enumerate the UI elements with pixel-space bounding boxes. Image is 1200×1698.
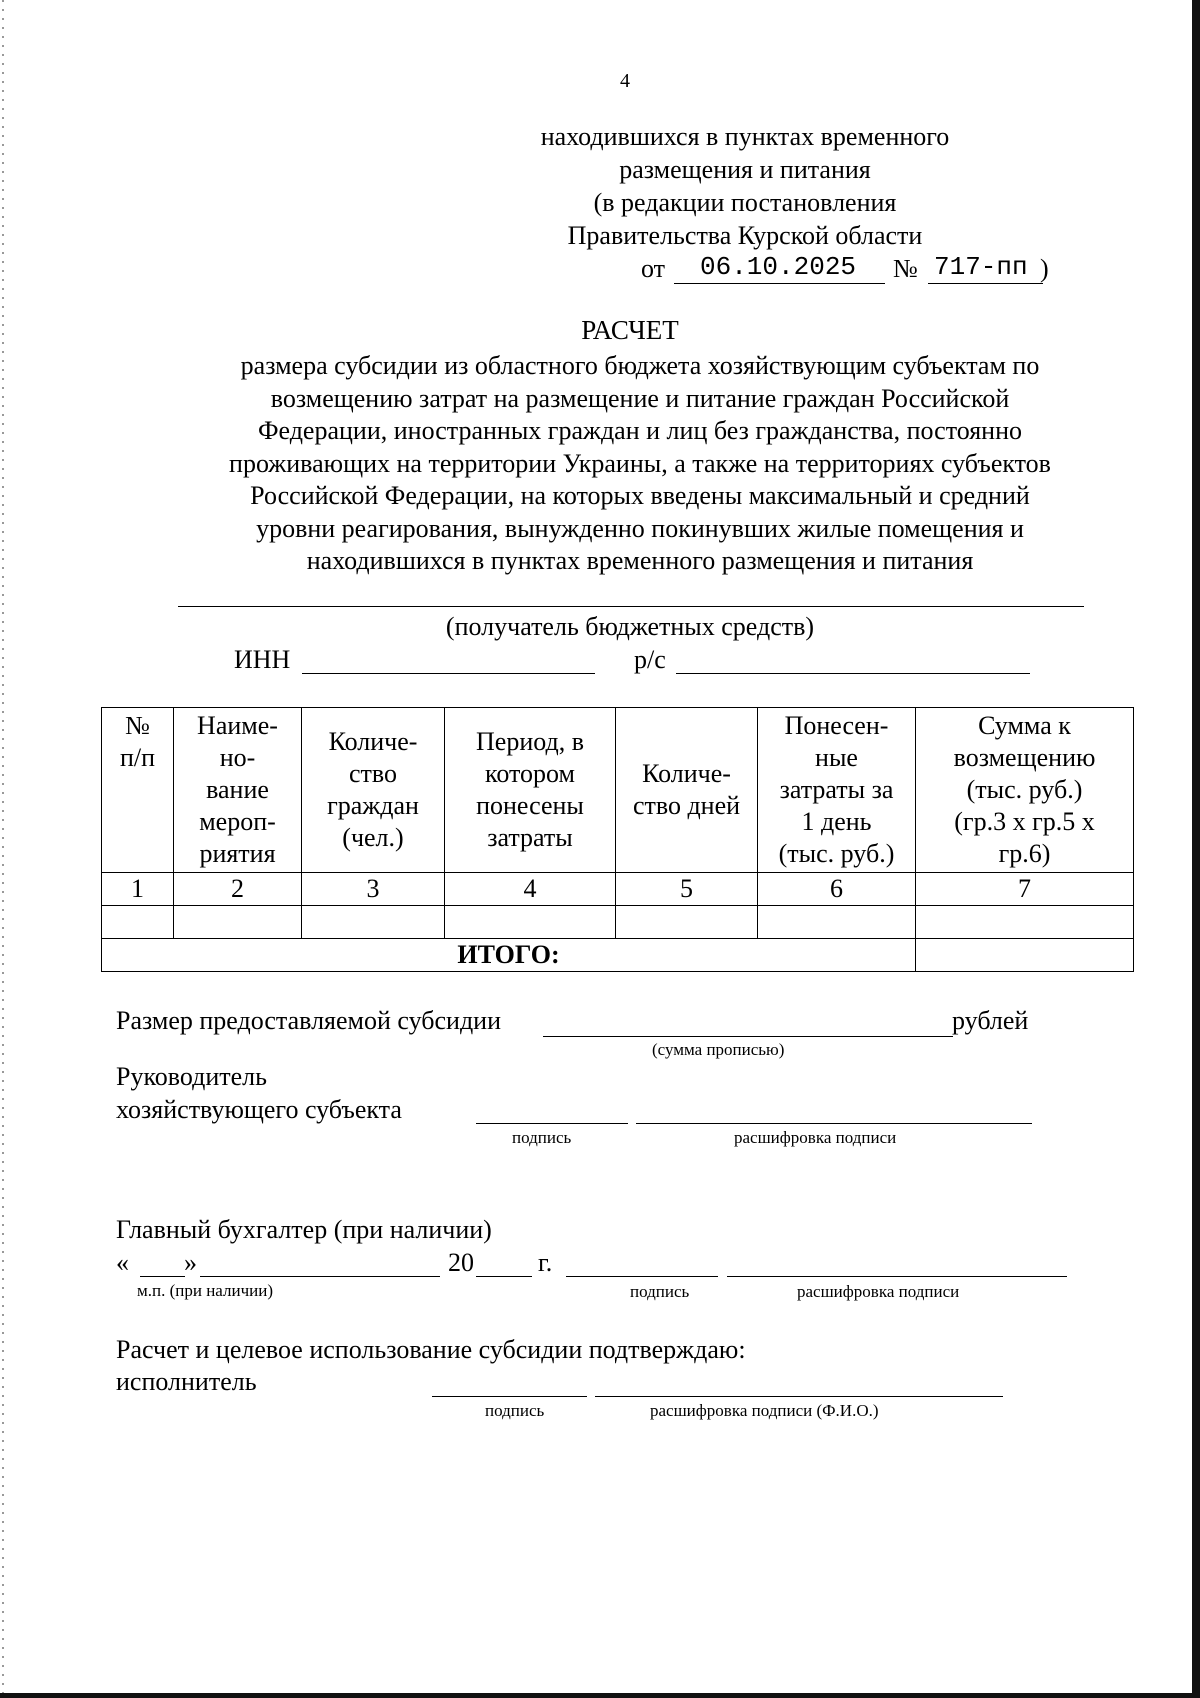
document-subtitle — [160, 350, 1120, 578]
recipient-line — [178, 606, 1084, 607]
column-number-cell: 7 — [916, 873, 1134, 906]
header-line: Правительства Курской области — [567, 221, 923, 250]
head-signature-line — [476, 1123, 628, 1124]
table-cell — [916, 906, 1134, 939]
table-cell — [758, 906, 916, 939]
column-number-cell: 3 — [302, 873, 445, 906]
header-cell: № п/п — [102, 708, 174, 873]
executor-decode-line — [595, 1396, 1003, 1397]
document-title: РАСЧЕТ — [581, 315, 679, 345]
head-decode-line — [636, 1123, 1032, 1124]
total-row — [102, 939, 1134, 972]
subsidy-caption: (сумма прописью) — [652, 1040, 785, 1059]
page-number: 4 — [620, 70, 630, 92]
total-value-cell — [916, 939, 1134, 972]
header-cell: Количе- ство дней — [616, 708, 758, 873]
year-suffix: г. — [538, 1248, 553, 1277]
stamp-caption: м.п. (при наличии) — [137, 1281, 273, 1300]
head-label-line1: Руководитель — [116, 1062, 267, 1091]
executor-decode-caption: расшифровка подписи (Ф.И.О.) — [650, 1401, 879, 1420]
year-prefix: 20 — [448, 1248, 474, 1277]
header-line: размещения и питания — [619, 155, 871, 184]
column-number-row — [102, 873, 1134, 906]
number-underline — [928, 283, 1043, 284]
date-underline — [674, 283, 885, 284]
accountant-signature-line — [566, 1276, 718, 1277]
date-quote-close: » — [184, 1248, 197, 1277]
accountant-label: Главный бухгалтер (при наличии) — [116, 1215, 492, 1244]
account-label: р/с — [634, 645, 666, 674]
number-value: 717-пп — [934, 252, 1028, 282]
column-number-cell: 4 — [445, 873, 616, 906]
table-row — [102, 906, 1134, 939]
subsidy-unit: рублей — [952, 1006, 1029, 1035]
subtitle-line: уровни реагирования, вынужденно покинувших жилые помещения и — [256, 513, 1024, 543]
date-value: 06.10.2025 — [700, 252, 857, 282]
executor-label: исполнитель — [116, 1367, 257, 1396]
subtitle-line: возмещению затрат на размещение и питание граждан Российской — [270, 383, 1010, 413]
header-cell: Период, в котором понесены затраты — [445, 708, 616, 873]
recipient-caption: (получатель бюджетных средств) — [445, 612, 815, 641]
column-number-cell: 2 — [174, 873, 302, 906]
header-cell: Наиме- но- вание мероп- риятия — [174, 708, 302, 873]
month-line — [200, 1276, 440, 1277]
subsidy-amount-line — [543, 1036, 953, 1037]
header-cell: Количе- ство граждан (чел.) — [302, 708, 445, 873]
year-line — [476, 1276, 532, 1277]
head-sign-caption: подпись — [512, 1128, 572, 1147]
subtitle-line: Российской Федерации, на которых введены максимальный и средний — [250, 481, 1030, 510]
subtitle-line: Федерации, иностранных граждан и лиц без гражданства, постоянно — [257, 416, 1023, 445]
accountant-decode-line — [727, 1276, 1067, 1277]
table-header-row — [102, 708, 1134, 873]
confirmation-label: Расчет и целевое использование субсидии подтверждаю: — [116, 1335, 746, 1364]
head-label-line2: хозяйствующего субъекта — [116, 1095, 402, 1124]
account-line — [676, 673, 1030, 674]
accountant-decode-caption: расшифровка подписи — [797, 1282, 960, 1301]
inn-line — [302, 673, 595, 674]
table-cell — [102, 906, 174, 939]
header-line: (в редакции постановления — [593, 188, 897, 217]
column-number-cell: 5 — [616, 873, 758, 906]
header-cell: Понесен- ные затраты за 1 день (тыс. руб.) — [758, 708, 916, 873]
inn-label: ИНН — [234, 645, 291, 674]
executor-sign-caption: подпись — [485, 1401, 545, 1420]
executor-signature-line — [432, 1396, 587, 1397]
accountant-sign-caption: подпись — [630, 1282, 690, 1301]
head-decode-caption: расшифровка подписи — [734, 1128, 897, 1147]
table-cell — [616, 906, 758, 939]
subtitle-line: находившихся в пунктах временного размещения и питания — [306, 546, 974, 575]
table-cell — [174, 906, 302, 939]
table-cell — [445, 906, 616, 939]
closing-paren: ) — [1040, 254, 1049, 283]
date-quote-open: « — [116, 1248, 129, 1277]
column-number-cell: 1 — [102, 873, 174, 906]
date-prefix: от — [641, 254, 666, 283]
header-line: находившихся в пунктах временного — [540, 122, 950, 151]
total-label: ИТОГО: — [102, 939, 916, 972]
calculation-table — [101, 707, 1134, 972]
column-number-cell: 6 — [758, 873, 916, 906]
subtitle-line: размера субсидии из областного бюджета хозяйствующим субъектам по — [240, 351, 1040, 380]
scan-edge-right — [1192, 0, 1200, 1698]
subtitle-line: проживающих на территории Украины, а также на территориях субъектов — [229, 448, 1051, 478]
header-cell: Сумма к возмещению (тыс. руб.) (гр.3 х гр.5 х гр.6) — [916, 708, 1134, 873]
subsidy-label: Размер предоставляемой субсидии — [116, 1006, 502, 1035]
scan-edge-left — [2, 0, 4, 1698]
number-prefix: № — [893, 254, 918, 283]
day-line — [140, 1276, 185, 1277]
scan-edge-bottom — [0, 1693, 1200, 1698]
table-cell — [302, 906, 445, 939]
